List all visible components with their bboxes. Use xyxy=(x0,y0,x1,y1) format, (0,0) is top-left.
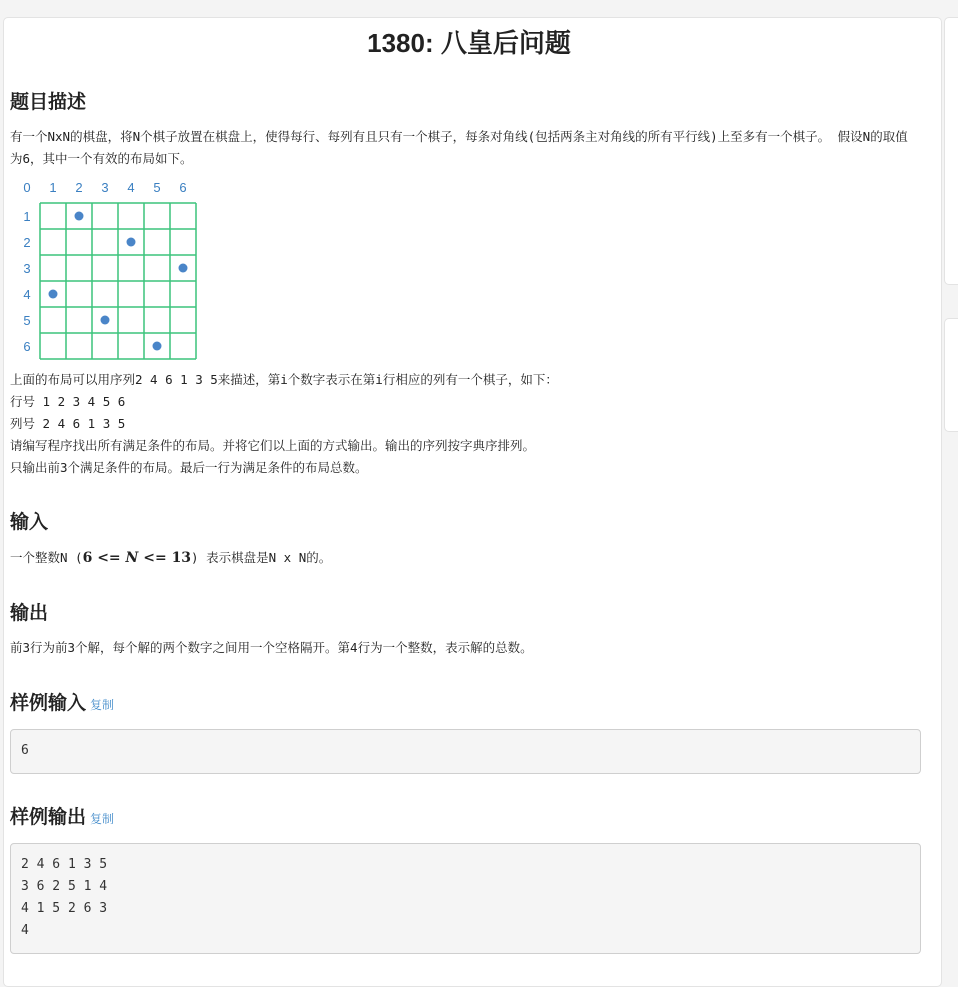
description-line-1: 上面的布局可以用序列2 4 6 1 3 5来描述，第i个数字表示在第i行相应的列有一个棋子，如下： xyxy=(10,372,558,387)
input-text-after: ) 表示棋盘是N x N的。 xyxy=(191,550,332,565)
row-label: 2 xyxy=(23,235,31,250)
copy-sample-input-link[interactable]: 复制 xyxy=(90,698,115,712)
sample-output-heading: 样例输出 复制 xyxy=(10,806,115,828)
copy-sample-output-link[interactable]: 复制 xyxy=(90,812,115,826)
description-line-2: 行号 1 2 3 4 5 6 xyxy=(10,394,126,409)
col-label: 4 xyxy=(127,180,135,195)
row-label: 4 xyxy=(23,287,31,302)
sample-output-block[interactable] xyxy=(10,843,921,954)
input-text-before: 一个整数N ( xyxy=(10,550,83,565)
description-heading: 题目描述 xyxy=(10,91,87,113)
col-label: 0 xyxy=(23,180,31,195)
col-label: 6 xyxy=(179,180,187,195)
row-label: 1 xyxy=(23,209,31,224)
queen-piece xyxy=(179,264,188,273)
description-line-5: 只输出前3个满足条件的布局。最后一行为满足条件的布局总数。 xyxy=(10,460,368,475)
side-panel-top xyxy=(944,17,958,285)
output-heading: 输出 xyxy=(10,602,49,624)
col-label: 3 xyxy=(101,180,109,195)
queen-piece xyxy=(101,316,110,325)
col-label: 2 xyxy=(75,180,83,195)
description-line-4: 请编写程序找出所有满足条件的布局。并将它们以上面的方式输出。输出的序列按字典序排列。 xyxy=(10,438,536,453)
sample-output-line-2: 3 6 2 5 1 4 xyxy=(21,879,108,894)
queen-piece xyxy=(153,342,162,351)
sample-output-line-1: 2 4 6 1 3 5 xyxy=(21,857,108,872)
input-text xyxy=(10,547,331,569)
output-text: 前3行为前3个解，每个解的两个数字之间用一个空格隔开。第4行为一个整数，表示解的总数。 xyxy=(10,640,533,655)
sample-input-heading: 样例输入 复制 xyxy=(10,692,115,714)
col-label: 1 xyxy=(49,180,57,195)
row-label: 6 xyxy=(23,339,31,354)
row-label: 5 xyxy=(23,313,31,328)
queen-piece xyxy=(127,238,136,247)
row-label: 3 xyxy=(23,261,31,276)
description-line-3: 列号 2 4 6 1 3 5 xyxy=(10,416,126,431)
side-panel-bottom xyxy=(944,318,958,432)
queen-piece xyxy=(75,212,84,221)
queen-piece xyxy=(49,290,58,299)
page-title: 1380: 八皇后问题 xyxy=(367,28,571,58)
sample-input-block[interactable] xyxy=(10,729,921,774)
sample-output-line-3: 4 1 5 2 6 3 xyxy=(21,901,108,916)
sample-output-line-4: 4 xyxy=(21,923,29,938)
math-expression: 6 <= N <= 13 xyxy=(82,550,192,566)
input-heading: 输入 xyxy=(10,511,49,533)
description-intro: 有一个NxN的棋盘，将N个棋子放置在棋盘上，使得每行、每列有且只有一个棋子，每条对角线(包括两条主对角线的所有平行线)上至多有一个棋子。 假设N的取值为6，其中一个有效的布局如下。 xyxy=(10,129,908,166)
sample-input-line: 6 xyxy=(21,743,29,758)
chessboard-figure xyxy=(10,174,210,366)
col-label: 5 xyxy=(153,180,161,195)
